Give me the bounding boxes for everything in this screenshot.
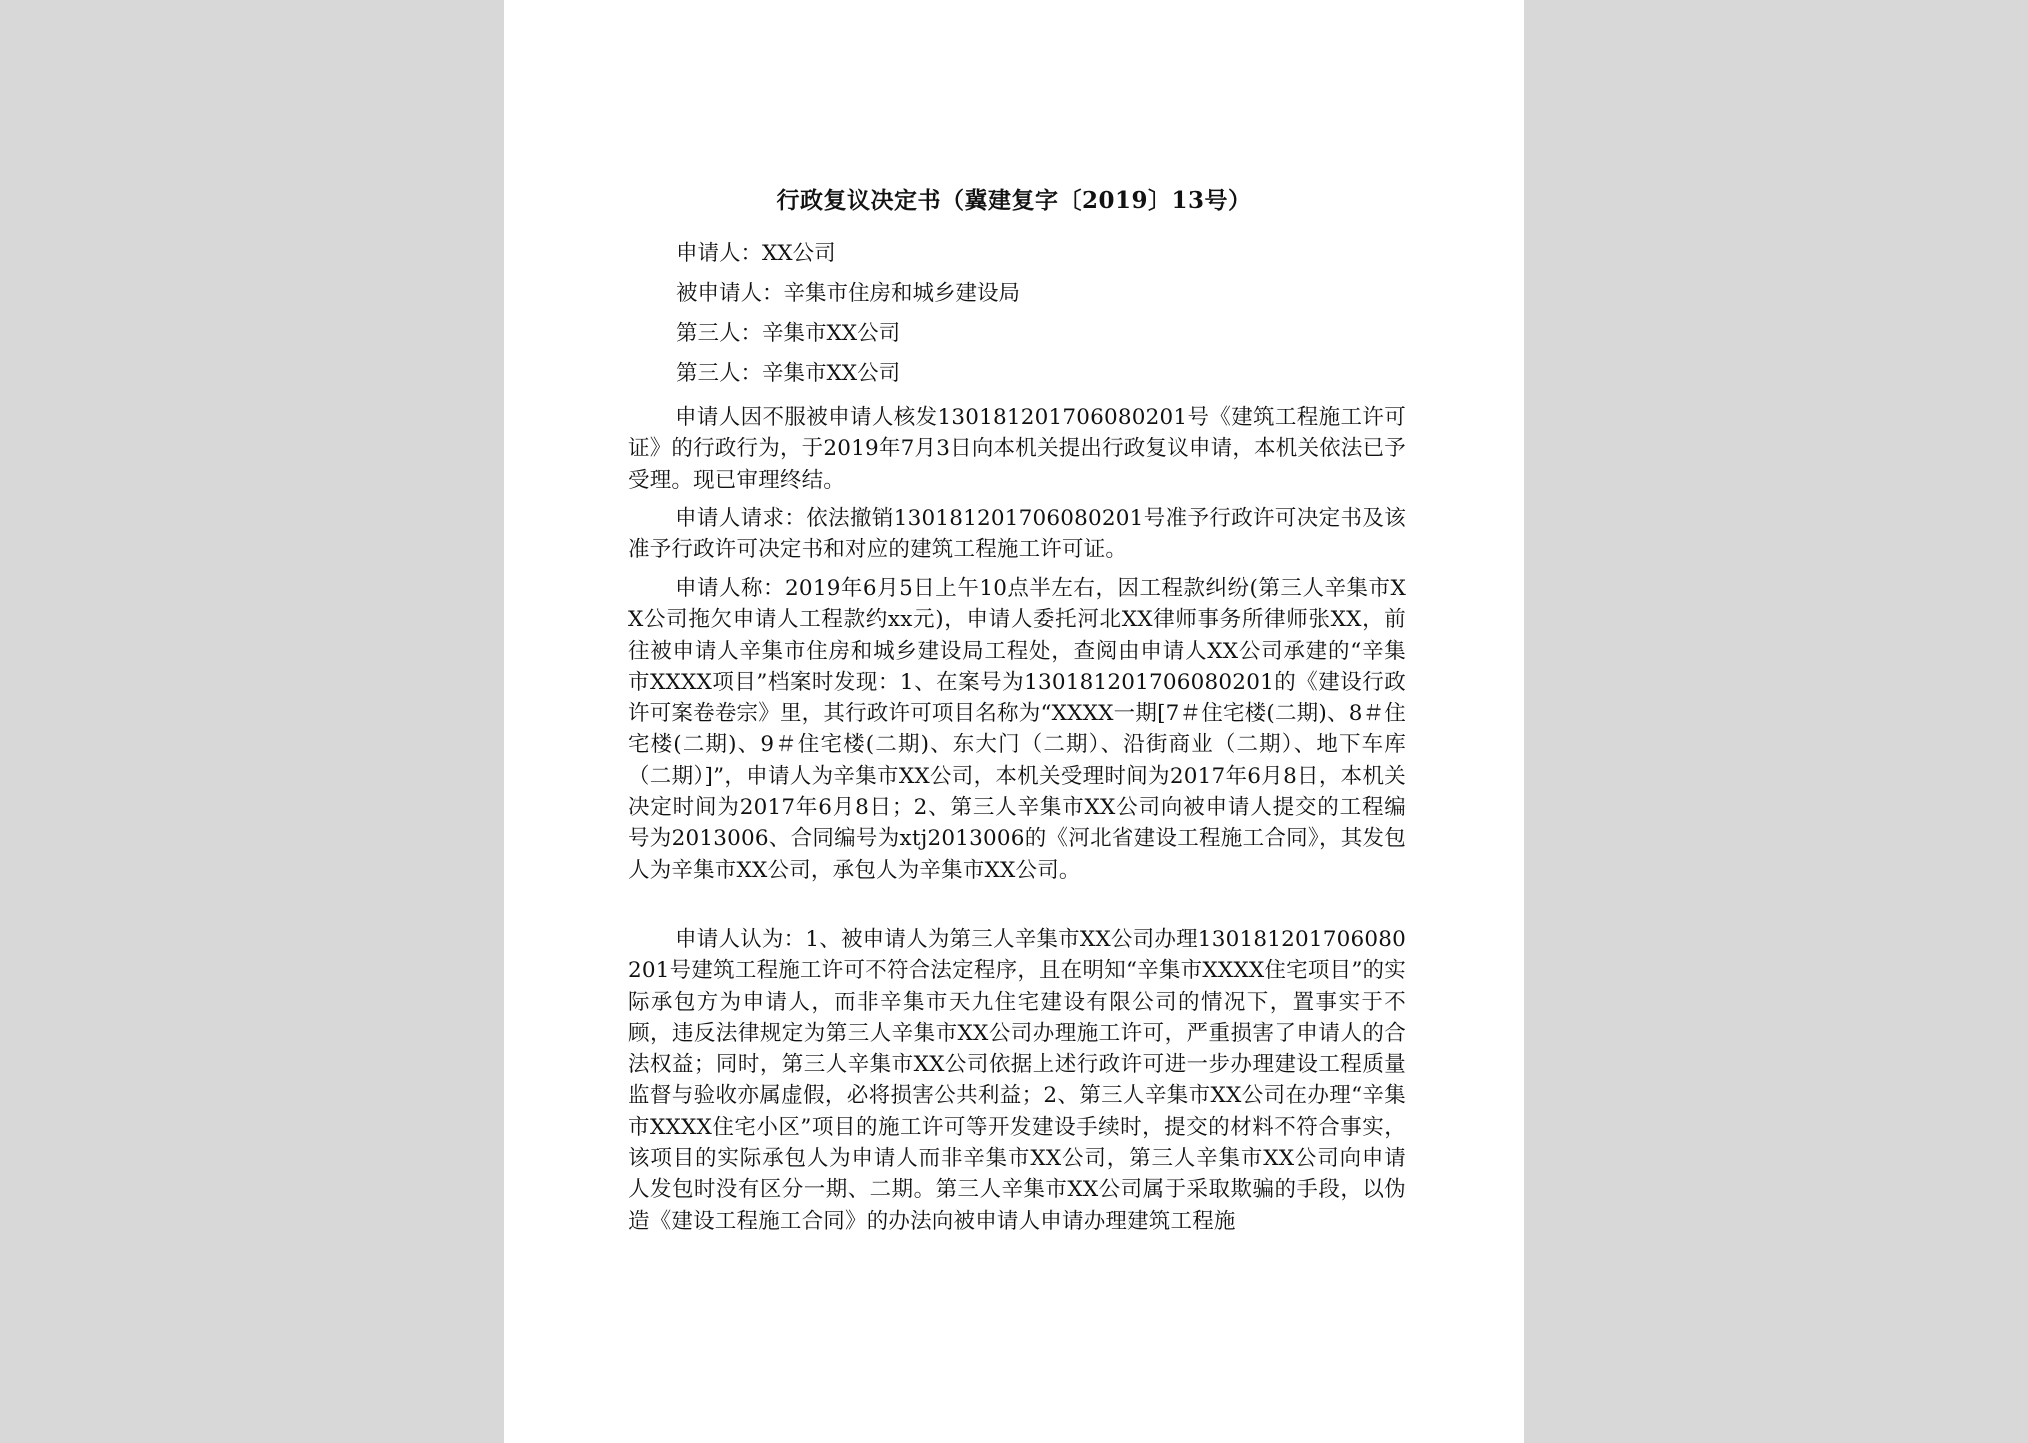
paragraph-intro: 申请人因不服被申请人核发130181201706080201号《建筑工程施工许可证》的行政行为，于2019年7月3日向本机关提出行政复议申请，本机关依法已予受理。现已审理终结。 bbox=[628, 405, 1406, 493]
paragraph-applicant-statement: 申请人称：2019年6月5日上午10点半左右，因工程款纠纷(第三人辛集市XX公司拖欠申请人工程款约xx元)，申请人委托河北XX律师事务所律师张XX，前往被申请人辛集市住房和城乡建设局工程处，查阅由申请人XX公司承建的“辛集市XXXX项目”档案时发现：1、在案号为130181201706080201的《建设行政许可案卷卷宗》里，其行政许可项目名称为“XXXX一期[7＃住宅楼(二期)、8＃住宅楼(二期)、9＃住宅楼(二期)、东大门（二期）、沿街商业（二期）、地下车库（二期）]”，申请人为辛集市XX公司，本机关受理时间为2017年6月8日，本机关决定时间为2017年6月8日；2、第三人辛集市XX公司向被申请人提交的工程编号为2013006、合同编号为xtj2013006的《河北省建设工程施工合同》，其发包人为辛集市XX公司，承包人为辛集市XX公司。 bbox=[628, 576, 1406, 883]
document-page bbox=[504, 0, 1524, 1443]
paragraph-request: 申请人请求：依法撤销130181201706080201号准予行政许可决定书及该准予行政许可决定书和对应的建筑工程施工许可证。 bbox=[628, 506, 1406, 563]
party-respondent: 被申请人：辛集市住房和城乡建设局 bbox=[676, 281, 1021, 306]
paragraph-applicant-opinion: 申请人认为：1、被申请人为第三人辛集市XX公司办理130181201706080201号建筑工程施工许可不符合法定程序，且在明知“辛集市XXXX住宅项目”的实际承包方为申请人，而非辛集市天九住宅建设有限公司的情况下，置事实于不顾，违反法律规定为第三人辛集市XX公司办理施工许可，严重损害了申请人的合法权益；同时，第三人辛集市XX公司依据上述行政许可进一步办理建设工程质量监督与验收亦属虚假，必将损害公共利益；2、第三人辛集市XX公司在办理“辛集市XXXX住宅小区”项目的施工许可等开发建设手续时，提交的材料不符合事实，该项目的实际承包人为申请人而非辛集市XX公司，第三人辛集市XX公司向申请人发包时没有区分一期、二期。第三人辛集市XX公司属于采取欺骗的手段，以伪造《建设工程施工合同》的办法向被申请人申请办理建筑工程施 bbox=[628, 927, 1406, 1234]
document-title: 行政复议决定书（冀建复字〔2019〕13号） bbox=[776, 187, 1252, 214]
party-applicant: 申请人：XX公司 bbox=[676, 241, 836, 266]
party-third-party-1: 第三人：辛集市XX公司 bbox=[676, 321, 901, 346]
party-third-party-2: 第三人：辛集市XX公司 bbox=[676, 361, 901, 386]
